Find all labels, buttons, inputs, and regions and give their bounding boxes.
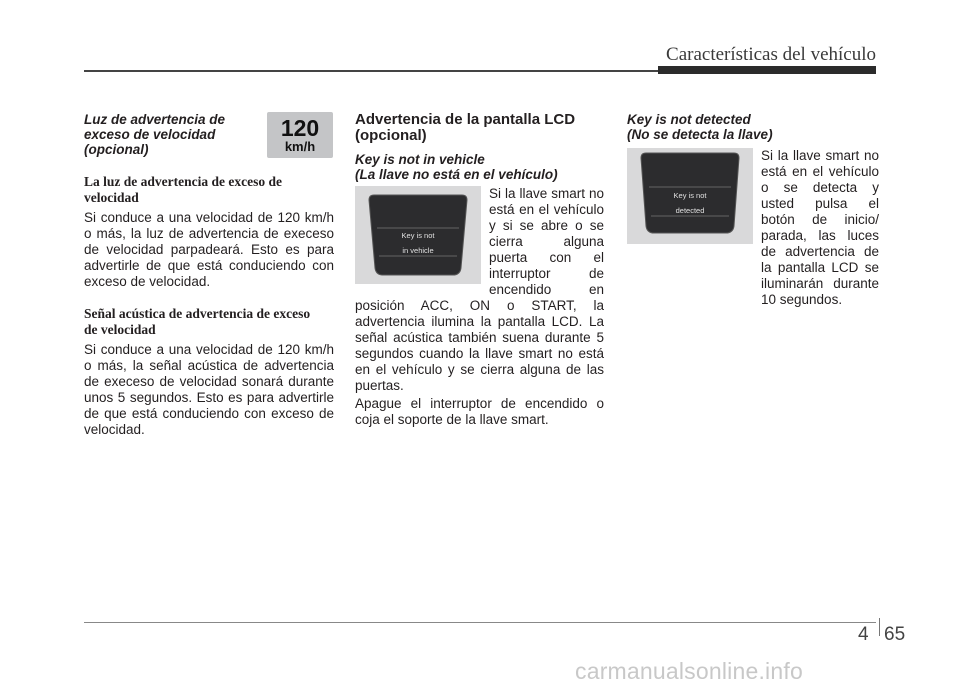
page-number-separator [879, 618, 880, 636]
text-line: botón de inicio/ [761, 212, 879, 227]
header-tab-bar [658, 66, 876, 74]
lcd-text-line: Key is not [673, 191, 707, 200]
overspeed-chime-paragraph: Si conduce a una velocidad de 120 km/h o más, la señal acústica de advertencia de execeso de velocidad sonará durante unos 5 segundos. Esto es para advertirle de que está conduciendo con exceso de velocidad. [84, 342, 334, 437]
speed-badge-unit: km/h [284, 139, 316, 154]
text-line: iluminarán durante [761, 276, 879, 291]
subheading-line: de velocidad [84, 322, 156, 337]
lcd-text-line: detected [675, 206, 705, 215]
text-line: o se detecta y [761, 180, 879, 195]
subheading-line: (La llave no está en el vehículo) [355, 167, 558, 182]
page-number: 65 [884, 624, 906, 645]
subheading-line: (No se detecta la llave) [627, 127, 773, 142]
text-line: 10 segundos. [761, 292, 843, 307]
text-line: puerta con el [489, 250, 604, 265]
chapter-number: 4 [858, 624, 869, 645]
key-not-detected-side-text [761, 148, 879, 308]
overspeed-light-paragraph: Si conduce a una velocidad de 120 km/h o más, la luz de advertencia de execeso de velocidad parpadeará. Esto es para advertirle de que está conduciendo con exceso de velocidad. [84, 210, 334, 289]
footer-rule [84, 622, 876, 623]
lcd-text-line: in vehicle [402, 246, 434, 255]
lcd-text-line: Key is not [401, 231, 435, 240]
title-line: (opcional) [355, 127, 427, 144]
text-line: interruptor de [489, 266, 604, 281]
subheading-line: La luz de advertencia de exceso de [84, 174, 282, 189]
key-not-detected-subheading [627, 112, 879, 142]
lcd-figure-row [627, 148, 879, 308]
subheading-line: Key is not in vehicle [355, 152, 485, 167]
speed-warning-icon [267, 112, 333, 158]
header-title: Características del vehículo [666, 44, 876, 65]
lcd-key-not-detected-image [627, 148, 753, 244]
title-line: Advertencia de la pantalla LCD [355, 111, 576, 128]
overspeed-chime-subheading [84, 306, 334, 338]
lcd-figure-row [355, 186, 604, 298]
text-line: está en el vehículo [761, 164, 879, 179]
text-line: usted pulsa el [761, 196, 879, 211]
subheading-line: velocidad [84, 190, 139, 205]
text-line: de advertencia de [761, 244, 879, 259]
key-not-in-vehicle-subheading [355, 152, 604, 182]
column-overspeed [84, 112, 334, 438]
speed-badge-value: 120 [280, 115, 320, 141]
text-line: Si la llave smart no [489, 186, 604, 201]
key-not-in-vehicle-side-text [489, 186, 604, 298]
column-lcd-warning [355, 112, 604, 428]
overspeed-heading-line: exceso de velocidad [84, 127, 216, 142]
text-line: encendido en [489, 282, 604, 297]
key-not-in-vehicle-paragraph: posición ACC, ON o START, la advertencia ilumina la pantalla LCD. La señal acústica también suena durante 5 segundos cuando la llave smart no está en el vehículo y se cierra alguna de las puertas. [355, 298, 604, 393]
text-line: y si se abre o se [489, 218, 604, 233]
overspeed-heading-line: Luz de advertencia de [84, 112, 226, 127]
overspeed-light-subheading [84, 174, 334, 206]
watermark-text: carmanualsonline.info [575, 658, 803, 684]
subheading-line: Key is not detected [627, 112, 751, 127]
overspeed-heading-line: (opcional) [84, 142, 149, 157]
text-line: parada, las luces [761, 228, 879, 243]
key-not-in-vehicle-action: Apague el interruptor de encendido o coja el soporte de la llave smart. [355, 396, 604, 427]
column-key-not-detected [627, 112, 879, 308]
text-line: está en el vehículo [489, 202, 604, 217]
text-line: Si la llave smart no [761, 148, 879, 163]
subheading-line: Señal acústica de advertencia de exceso [84, 306, 311, 321]
lcd-key-not-in-vehicle-image [355, 186, 481, 284]
text-line: cierra alguna [489, 234, 604, 249]
lcd-warning-title [355, 112, 604, 144]
text-line: la pantalla LCD se [761, 260, 879, 275]
